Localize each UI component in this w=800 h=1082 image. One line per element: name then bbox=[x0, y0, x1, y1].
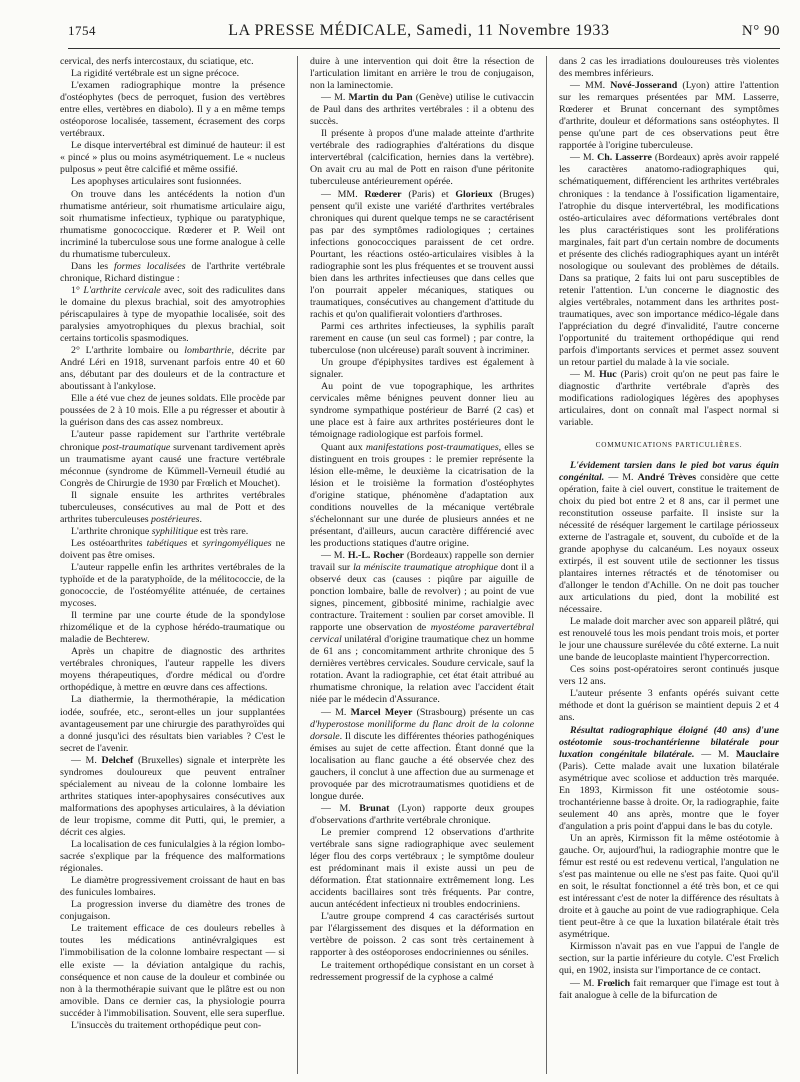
communication-title: L'évidement tarsien dans le pied bot varus équin congénital. bbox=[559, 459, 779, 483]
paragraph: 1° L'arthrite cervicale avec, soit des radiculites dans le domaine du plexus brachial, soit des amyotrophies périscapulaires à type de myopathie localisée, soit des paralysies amyotrophiques du plexus brachial, soit certains torticolis spasmodiques. bbox=[60, 284, 286, 345]
paragraph: Un an après, Kirmisson fit la même ostéotomie à gauche. Or, aujourd'hui, la radiographie montre que le fémur est resté ou est redevenu vertical, l'angulation ne s'est pas maintenue ou elle ne s'est pas faite. Quoi qu'il en soit, le résultat fonctionnel a été très bon, et ce qui est intéressant c'est de noter la différence des résultats à droite et à gauche au point de vue radiographique. Cela tient peut-être à ce que la luxation bilatérale était très asymétrique. bbox=[559, 832, 779, 941]
author-name: Frœlich bbox=[597, 977, 631, 989]
journal-title: LA PRESSE MÉDICALE, Samedi, 11 Novembre 1933 bbox=[228, 22, 610, 39]
paragraph: Il signale ensuite les arthrites vertébrales tuberculeuses, consécutives au mal de Pott et des arthrites tuberculeuses postérieures. bbox=[60, 489, 285, 525]
paragraph: L'évidement tarsien dans le pied bot varus équin congénital. — M. André Trèves considère que cette opération, faite à ciel ouvert, constitue le traitement de choix du pied bot entre 2 et 8 ans, car il permet une reconstitution osseuse parfaite. Il insiste sur la nécessité de réséquer largement le cartilage périosseux externe de l'astragale et, souvent, du cuboïde et de la grande apophyse du calcanéum. Les noyaux osseux extirpés, il est souvent utile de sectionner les tissus plantaires internes rétractés et de ténotomiser ou d'allonger le tendon d'Achille. On ne doit pas toucher aux articulations du pied, dont la mobilité est nécessaire. bbox=[559, 459, 779, 616]
paragraph: duire à une intervention qui doit être la résection de l'articulation limitant en arrière le trou de conjugaison, non la laminectomie. bbox=[310, 56, 534, 92]
paragraph: cervical, des nerfs intercostaux, du sciatique, etc. bbox=[60, 56, 254, 67]
paragraph: L'arthrite chronique syphilitique est très rare. bbox=[71, 525, 249, 537]
paragraph: Kirmisson n'avait pas en vue l'appui de l'angle de section, sur la partie inférieure du cotyle. C'est Frœlich qui, en 1902, insista sur l'importance de ce contact. bbox=[559, 941, 779, 977]
paragraph: Il termine par une courte étude de la spondylose rhizomélique et de la cyphose hérédo-traumatique ou maladie de Bechterew. bbox=[60, 610, 285, 646]
author-name: Huc bbox=[599, 369, 617, 381]
paragraph: Le premier comprend 12 observations d'arthrite vertébrale sans signe radiographique avec seulement léger flou des corps vertébraux ; le symptôme douleur est prédominant mais il existe aussi un peu de déformation. État stationnaire extrêmement long. Les accidents bacillaires sont très fréquents. Par contre, aucun antécédent infectieux ni troubles endocriniens. bbox=[310, 827, 534, 911]
paragraph: — M. H.-L. Rocher (Bordeaux) rappelle son dernier travail sur la méniscite traumatique atrophique dont il a observé deux cas (causes : piqûre par aiguille de ponction lombaire, balle de revolver) ; au point de vue signes, pincement, gibbosité minime, rachialgie avec contracture. Traitement : soulien par corset amovible. Il rapporte une observation de myostéome paravertébral cervical unilatéral d'origine traumatique chez un homme de 61 ans ; concomitamment arthrite chronique des 5 dernières vertèbres cervicales. Soudure cervicale, sauf la rotation. Avant la radiographie, cet état était attribué au rhumatisme chronique, la relation avec l'accident était niée par le médecin d'Assurance. bbox=[310, 549, 534, 706]
paragraph: L'auteur rappelle enfin les arthrites vertébrales de la typhoïde et de la paratyphoïde, de la mélitococcie, de la gonococcie, de l'ostéomyélite atténuée, de certaines mycoses. bbox=[60, 561, 285, 610]
paragraph: Les apophyses articulaires sont fusionnées. bbox=[71, 176, 242, 188]
paragraph: Quant aux manifestations post-traumatiques, elles se distinguent en trois groupes : le premier représente la lésion elle-même, le deuxième la cicatrisation de la lésion et le troisième la formation d'ostéophytes d'origine statique, phénomène d'adaptation aux conditions nouvelles de la mécanique vertébrale s'échelonnant sur une durée de plusieurs années et ne présentant, d'ailleurs, aucun caractère différencié avec les productions statiques d'autre origine. bbox=[310, 441, 534, 549]
paragraph: La diathermie, la thermothérapie, la médication iodée, soufrée, etc., seront-elles un jour supplantées avantageusement par une chirurgie des parathyroïdes qui a donné jusqu'ici des résultats bien variables ? C'est le secret de l'avenir. bbox=[60, 694, 285, 754]
author-name: Marcel Meyer bbox=[350, 706, 413, 718]
paragraph: Le diamètre progressivement croissant de haut en bas des funicules lombaires. bbox=[60, 875, 285, 899]
paragraph: Le traitement orthopédique consistant en un corset à redressement progressif de la cyphose a calmé bbox=[310, 959, 534, 983]
paragraph: — M. Brunat (Lyon) rapporte deux groupes d'observations d'arthrite vertébrale chronique. bbox=[310, 802, 534, 826]
paragraph: — MM. Nové-Josserand (Lyon) attire l'attention sur les remarques présentées par MM. Lasserre, Rœderer et Brunat concernant des symptômes d'arthrite, douleur et déformations sans ostéophytes. Il pense qu'une part de ces observations peut être rapportée à l'origine tuberculeuse. bbox=[559, 80, 779, 152]
paragraph: — M. Ch. Lasserre (Bordeaux) après avoir rappelé les caractères anatomo-radiographiques qui, schématiquement, différencient les arthrites vertébrales chroniques : la tendance à l'ossification ligamentaire, l'atrophie du disque intervertébral, les modifications ostéo-articulaires avec déformations vertébrales dont les plus caractéristiques sont les proliférations marginales, fait part d'un certain nombre de documents et présente des clichés radiographiques ayant un intérêt nosologique ou soulevant des problèmes de détails. Dans sa pratique, 2 faits lui ont paru susceptibles de retenir l'attention. L'un concerne le diagnostic des algies vertébrales, notamment dans les arthrites post-traumatiques, avec son importance médico-légale dans l'appréciation du degré d'invalidité, l'autre concerne l'opportunité du traitement orthopédique qui rend parfois d'importants services et permet assez souvent un retour partiel du malade à la vie sociale. bbox=[559, 152, 779, 369]
author-name: Martin du Pan bbox=[348, 92, 413, 104]
paragraph: La progression inverse du diamètre des trones de conjugaison. bbox=[60, 899, 285, 923]
paragraph: L'auteur passe rapidement sur l'arthrite vertébrale chronique post-traumatique survenant tardivement après un traumatisme ayant causé une fracture vertébrale méconnue (syndrome de Kümmell-Verneuil étudié au Congrès de Chirurgie de 1930 par Frœlich et Mouchet). bbox=[60, 429, 285, 489]
paragraph: L'examen radiographique montre la présence d'ostéophytes (becs de perroquet, fusion des vertèbres entre elles, vertèbres en diabolo). Il y a en même temps ostéoporose localisée, tassement, écrasement des corps vertébraux. bbox=[60, 80, 285, 140]
column-left bbox=[60, 56, 297, 1074]
paragraph: Après un chapitre de diagnostic des arthrites vertébrales chroniques, l'auteur rappelle les divers moyens thérapeutiques, d'ordre médical ou d'ordre orthopédique, à mettre en œuvre dans ces affections. bbox=[60, 646, 285, 694]
paragraph: — M. Huc (Paris) croit qu'on ne peut pas faire le diagnostic d'arthrite vertébrale d'après des modifications radiologiques légères des apophyses articulaires, dont on connaît mal l'aspect normal si variable. bbox=[559, 369, 779, 429]
paragraph: La rigidité vertébrale est un signe précoce. bbox=[71, 68, 240, 80]
paragraph: Au point de vue topographique, les arthrites cervicales même bénignes peuvent donner lieu au syndrome sympathique postérieur de Barré (2 cas) et une place est à faire aux arthrites postérieures dont le témoignage radiologique est parfois formel. bbox=[310, 381, 534, 441]
paragraph: Résultat radiographique éloigné (40 ans) d'une ostéotomie sous-trochantérienne bilatérale pour luxation congénitale bilatérale. — M. Mauclaire (Paris). Cette malade avait une luxation bilatérale asymétrique avec scoliose et adduction très marquée. En 1893, Kirmisson fit une ostéotomie sous-trochantérienne basse à droite. Or, la radiographie, faite seulement 40 ans après, montre que le foyer d'angulation a pris point d'appui dans le bas du cotyle. bbox=[559, 724, 779, 832]
column-middle bbox=[297, 56, 546, 1074]
author-name: Glorieux bbox=[455, 188, 493, 200]
paragraph: Les ostéoarthrites tabétiques et syringomyéliques ne doivent pas être omises. bbox=[60, 537, 285, 561]
paragraph: — M. Martin du Pan (Genève) utilise le cutivaccin de Paul dans des arthrites vertébrales : il a obtenu des succès. bbox=[310, 92, 534, 128]
paragraph: Le malade doit marcher avec son appareil plâtré, qui est renouvelé tous les mois pendant trois mois, et porter le jour une chaussure surélevée du côté externe. La nuit une bande de leucoplaste maintient l'hypercorrection. bbox=[559, 616, 779, 664]
author-name: H.-L. Rocher bbox=[347, 549, 404, 561]
author-name: André Trèves bbox=[637, 471, 697, 483]
author-name: Mauclaire bbox=[735, 748, 779, 760]
paragraph: Parmi ces arthrites infectieuses, la syphilis paraît rarement en cause (un seul cas formel) ; par contre, la tuberculose (non ulcéreuse) paraît souvent à incriminer. bbox=[310, 321, 534, 357]
author-name: Nové-Josserand bbox=[610, 80, 678, 92]
paragraph: dans 2 cas les irradiations douloureuses très violentes des membres inférieurs. bbox=[559, 56, 779, 80]
issue-number: N° 90 bbox=[741, 23, 780, 39]
paragraph: — M. Delchef (Bruxelles) signale et interprète les syndromes douloureux que peuvent entraîner spécialement au niveau de la colonne lombaire les arthrites statiques inter-apophysaires consécutives aux malformations des apophyses articulaires, à la déviation de leur tropisme, comme dit Putti, qui, le premier, a décrit ces algies. bbox=[60, 754, 286, 838]
paragraph: La localisation de ces funiculalgies à la région lombo-sacrée s'explique par la fréquence des malformations régionales. bbox=[60, 839, 285, 875]
paragraph: Le disque intervertébral est diminué de hauteur: il est « pincé » plus ou moins asymétriquement. Le « nucleus pulposus » peut être calcifié et même ossifié. bbox=[60, 140, 285, 176]
paragraph: L'insuccès du traitement orthopédique peut con- bbox=[71, 1019, 262, 1031]
paragraph: Ces soins post-opératoires seront continués jusque vers 12 ans. bbox=[559, 664, 779, 688]
paragraph: — MM. Rœderer (Paris) et Glorieux (Bruges) pensent qu'il existe une variété d'arthrites vertébrales chroniques qui durent quelque temps ne se caractérisent pas par des symptômes radiologiques ; certaines infections gonococciques paraissent de cet ordre. Pourtant, les réactions ostéo-articulaires visibles à la radiographie sont les plus fréquentes et se trouvent aussi bien dans les arthrites infectieuses que dans celles que l'on pourrait appeler mécaniques, statiques ou traumatiques, consécutives au changement d'attitude du rachis et qu'on qualifierait volontiers d'arthroses. bbox=[310, 188, 534, 320]
article-columns bbox=[60, 56, 786, 1074]
paragraph: Un groupe d'épiphysites tardives est également à signaler. bbox=[310, 357, 534, 381]
author-name: Ch. Lasserre bbox=[597, 152, 652, 164]
communication-title: Résultat radiographique éloigné (40 ans) d'une ostéotomie sous-trochantérienne bilatérale pour luxation congénitale bilatérale. bbox=[559, 724, 779, 760]
paragraph: — M. Marcel Meyer (Strasbourg) présente un cas d'hyperostose moniliforme du flanc droit de la colonne dorsale. Il discute les différentes théories pathogéniques émises au sujet de cette affection. Étant donné que la localisation au flanc gauche a été observée chez des gauchers, il conclut à une affection due au surmenage et provoquée par des microtraumatismes quotidiens et de longue durée. bbox=[310, 706, 534, 802]
section-heading: COMMUNICATIONS PARTICULIÈRES. bbox=[595, 441, 743, 450]
page-number: 1754 bbox=[68, 23, 96, 38]
paragraph: Dans les formes localisées de l'arthrite vertébrale chronique, Richard distingue : bbox=[60, 260, 286, 284]
column-right bbox=[546, 56, 779, 1074]
paragraph: Elle a été vue chez de jeunes soldats. Elle procède par poussées de 2 à 10 mois. Elle a pu régresser et aboutir à la guérison dans des cas assez nombreux. bbox=[60, 393, 285, 429]
paragraph: L'autre groupe comprend 4 cas caractérisés surtout par l'élargissement des disques et la déformation en vertèbre de poisson. 2 cas sont très certainement à rapporter à des ostéoporoses endocriniennes ou séniles. bbox=[310, 911, 534, 959]
paragraph: L'auteur présente 3 enfants opérés suivant cette méthode et dont la guérison se maintient depuis 2 et 4 ans. bbox=[559, 688, 779, 724]
paragraph: On trouve dans les antécédents la notion d'un rhumatisme antérieur, soit rhumatisme articulaire aigu, soit rhumatisme infectieux, typhique ou paratyphique, rhumatisme gonococcique. Rœderer et P. Weil ont incriminé la tuberculose sous une forme analogue à celle du rhumatisme tuberculeux. bbox=[60, 188, 285, 260]
paragraph: Il présente à propos d'une malade atteinte d'arthrite vertébrale des radiographies d'altérations du disque intervertébral (calcification, hernies dans la vertèbre). On avait cru au mal de Pott en raison d'une péritonite tuberculeuse antérieurement opérée. bbox=[310, 128, 534, 188]
page-header bbox=[68, 22, 780, 49]
paragraph: 2° L'arthrite lombaire ou lombarthrie, décrite par André Léri en 1918, survenant parfois entre 40 et 60 ans, débutant par des douleurs et de la contracture et aboutissant à l'ankylose. bbox=[60, 345, 285, 393]
author-name: Rœderer bbox=[364, 188, 402, 200]
author-name: Brunat bbox=[359, 802, 390, 814]
paragraph: — M. Frœlich fait remarquer que l'image est tout à fait analogue à celle de la bifurcation de bbox=[559, 977, 779, 1001]
author-name: Delchef bbox=[101, 754, 134, 766]
paragraph: Le traitement efficace de ces douleurs rebelles à toutes les médications antinévralgiques est l'immobilisation de la colonne lombaire respectant — si elle existe — la déviation antalgique du rachis, conséquence et non cause de la douleur et combinée ou non à la thermothérapie suivant que le plâtre est ou non amovible. Dans ce dernier cas, la physiologie pourra succéder à l'immobilisation. Souvent, elle sera superflue. bbox=[60, 923, 285, 1019]
